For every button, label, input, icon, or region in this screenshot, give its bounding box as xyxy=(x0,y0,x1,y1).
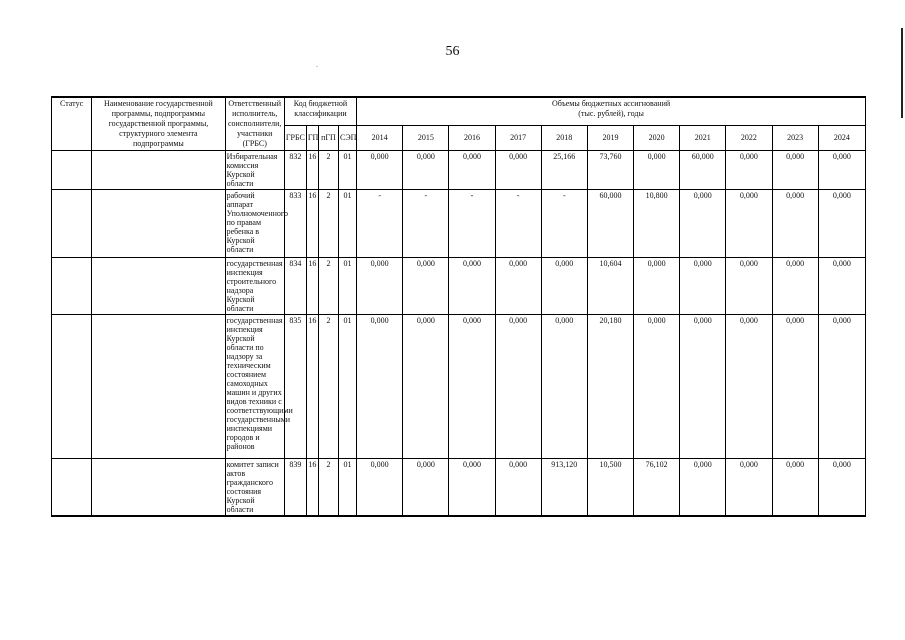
value-cell: 25,166 xyxy=(541,151,587,190)
value-cell: 0,000 xyxy=(634,151,680,190)
header-volumes xyxy=(357,97,866,126)
value-cell: - xyxy=(495,190,541,258)
value-cell: 913,120 xyxy=(541,459,587,517)
sep-cell: 01 xyxy=(339,315,357,459)
value-cell: 0,000 xyxy=(449,315,495,459)
header-code-gp: ГП xyxy=(306,126,318,151)
value-cell: 0,000 xyxy=(495,459,541,517)
value-cell: 0,000 xyxy=(541,315,587,459)
executor-cell: Избирательная комиссия Курской области xyxy=(225,151,284,190)
status-cell xyxy=(52,459,92,517)
table-row xyxy=(52,315,866,459)
executor-cell: государственная инспекция Курской области по надзору за техническим состоянием самоходных машин и других видов техники с соответствующими государственными инспекциями городов и районов xyxy=(225,315,284,459)
value-cell: 20,180 xyxy=(587,315,633,459)
value-cell: - xyxy=(357,190,403,258)
header-year: 2016 xyxy=(449,126,495,151)
name-cell xyxy=(92,190,225,258)
value-cell: 10,500 xyxy=(587,459,633,517)
value-cell: 0,000 xyxy=(403,459,449,517)
value-cell: 73,760 xyxy=(587,151,633,190)
header-code-grbs: ГРБС xyxy=(284,126,306,151)
scan-edge-mark xyxy=(901,28,903,118)
value-cell: - xyxy=(541,190,587,258)
pgp-cell: 2 xyxy=(318,190,338,258)
pgp-cell: 2 xyxy=(318,315,338,459)
value-cell: 10,800 xyxy=(634,190,680,258)
name-cell xyxy=(92,151,225,190)
value-cell: 0,000 xyxy=(818,190,865,258)
header-name: Наименование государственной программы, подпрограммы государственной программы, структурного элемента подпрограммы xyxy=(92,97,225,151)
value-cell: - xyxy=(449,190,495,258)
table-row xyxy=(52,258,866,315)
executor-cell: комитет записи актов гражданского состояния Курской области xyxy=(225,459,284,517)
value-cell: 0,000 xyxy=(357,258,403,315)
executor-cell: государственная инспекция строительного надзора Курской области xyxy=(226,259,283,313)
value-cell: 76,102 xyxy=(634,459,680,517)
value-cell: - xyxy=(403,190,449,258)
status-cell xyxy=(52,315,92,459)
value-cell: 0,000 xyxy=(680,190,726,258)
name-cell xyxy=(92,459,225,517)
value-cell: 0,000 xyxy=(634,315,680,459)
value-cell: 0,000 xyxy=(726,315,772,459)
value-cell: 0,000 xyxy=(772,151,818,190)
sep-cell: 01 xyxy=(339,151,357,190)
value-cell: 0,000 xyxy=(495,151,541,190)
header-year: 2017 xyxy=(495,126,541,151)
grbs-cell: 839 xyxy=(284,459,306,517)
value-cell: 0,000 xyxy=(818,315,865,459)
sep-cell: 01 xyxy=(339,459,357,517)
status-cell xyxy=(52,151,92,190)
header-budget-code: Код бюджетной классификации xyxy=(284,97,356,126)
pgp-cell: 2 xyxy=(318,258,338,315)
budget-table xyxy=(51,96,866,517)
value-cell: 0,000 xyxy=(680,315,726,459)
value-cell: 0,000 xyxy=(818,258,865,315)
header-year: 2023 xyxy=(772,126,818,151)
value-cell: 0,000 xyxy=(772,190,818,258)
value-cell: 0,000 xyxy=(634,258,680,315)
header-year: 2020 xyxy=(634,126,680,151)
value-cell: 10,604 xyxy=(587,258,633,315)
sep-cell: 01 xyxy=(339,258,357,315)
value-cell: 0,000 xyxy=(495,315,541,459)
grbs-cell: 833 xyxy=(284,190,306,258)
gp-cell: 16 xyxy=(306,459,318,517)
value-cell: 0,000 xyxy=(818,151,865,190)
scan-speck: . xyxy=(316,60,318,69)
sep-cell: 01 xyxy=(339,190,357,258)
name-cell xyxy=(92,315,225,459)
pgp-cell: 2 xyxy=(318,151,338,190)
table-row xyxy=(52,151,866,190)
value-cell: 0,000 xyxy=(726,190,772,258)
header-year: 2019 xyxy=(587,126,633,151)
value-cell: 0,000 xyxy=(772,315,818,459)
table-row xyxy=(52,459,866,517)
value-cell: 0,000 xyxy=(818,459,865,517)
value-cell: 0,000 xyxy=(403,258,449,315)
header-volumes-unit: (тыс. рублей), годы xyxy=(578,109,644,118)
value-cell: 60,000 xyxy=(680,151,726,190)
header-volumes-title: Объемы бюджетных ассигнований xyxy=(551,99,671,108)
header-year: 2015 xyxy=(403,126,449,151)
gp-cell: 16 xyxy=(306,315,318,459)
value-cell: 0,000 xyxy=(726,258,772,315)
status-cell xyxy=(52,258,92,315)
executor-cell: рабочий аппарат Уполномоченного по правам ребенка в Курской области xyxy=(225,190,284,258)
value-cell: 0,000 xyxy=(495,258,541,315)
value-cell: 0,000 xyxy=(541,258,587,315)
value-cell: 0,000 xyxy=(403,151,449,190)
header-status: Статус xyxy=(52,97,92,151)
value-cell: 0,000 xyxy=(357,315,403,459)
pgp-cell: 2 xyxy=(318,459,338,517)
header-year: 2021 xyxy=(680,126,726,151)
value-cell: 0,000 xyxy=(449,151,495,190)
value-cell: 0,000 xyxy=(403,315,449,459)
value-cell: 0,000 xyxy=(449,459,495,517)
value-cell: 0,000 xyxy=(357,151,403,190)
header-year: 2014 xyxy=(357,126,403,151)
value-cell: 0,000 xyxy=(772,258,818,315)
header-code-sep: СЭП xyxy=(339,126,357,151)
gp-cell: 16 xyxy=(306,258,318,315)
value-cell: 60,000 xyxy=(587,190,633,258)
value-cell: 0,000 xyxy=(357,459,403,517)
value-cell: 0,000 xyxy=(449,258,495,315)
table-row xyxy=(52,190,866,258)
gp-cell: 16 xyxy=(306,190,318,258)
page-number: 56 xyxy=(445,44,460,59)
header-year: 2024 xyxy=(818,126,865,151)
name-cell xyxy=(92,258,225,315)
value-cell: 0,000 xyxy=(772,459,818,517)
value-cell: 0,000 xyxy=(726,459,772,517)
gp-cell: 16 xyxy=(306,151,318,190)
header-year: 2022 xyxy=(726,126,772,151)
header-code-pgp: пГП xyxy=(318,126,338,151)
header-year: 2018 xyxy=(541,126,587,151)
status-cell xyxy=(52,190,92,258)
value-cell: 0,000 xyxy=(726,151,772,190)
grbs-cell: 832 xyxy=(284,151,306,190)
header-executor: Ответственный исполнитель, соисполнители, участники (ГРБС) xyxy=(225,97,284,151)
grbs-cell: 834 xyxy=(284,258,306,315)
value-cell: 0,000 xyxy=(680,258,726,315)
grbs-cell: 835 xyxy=(284,315,306,459)
value-cell: 0,000 xyxy=(680,459,726,517)
